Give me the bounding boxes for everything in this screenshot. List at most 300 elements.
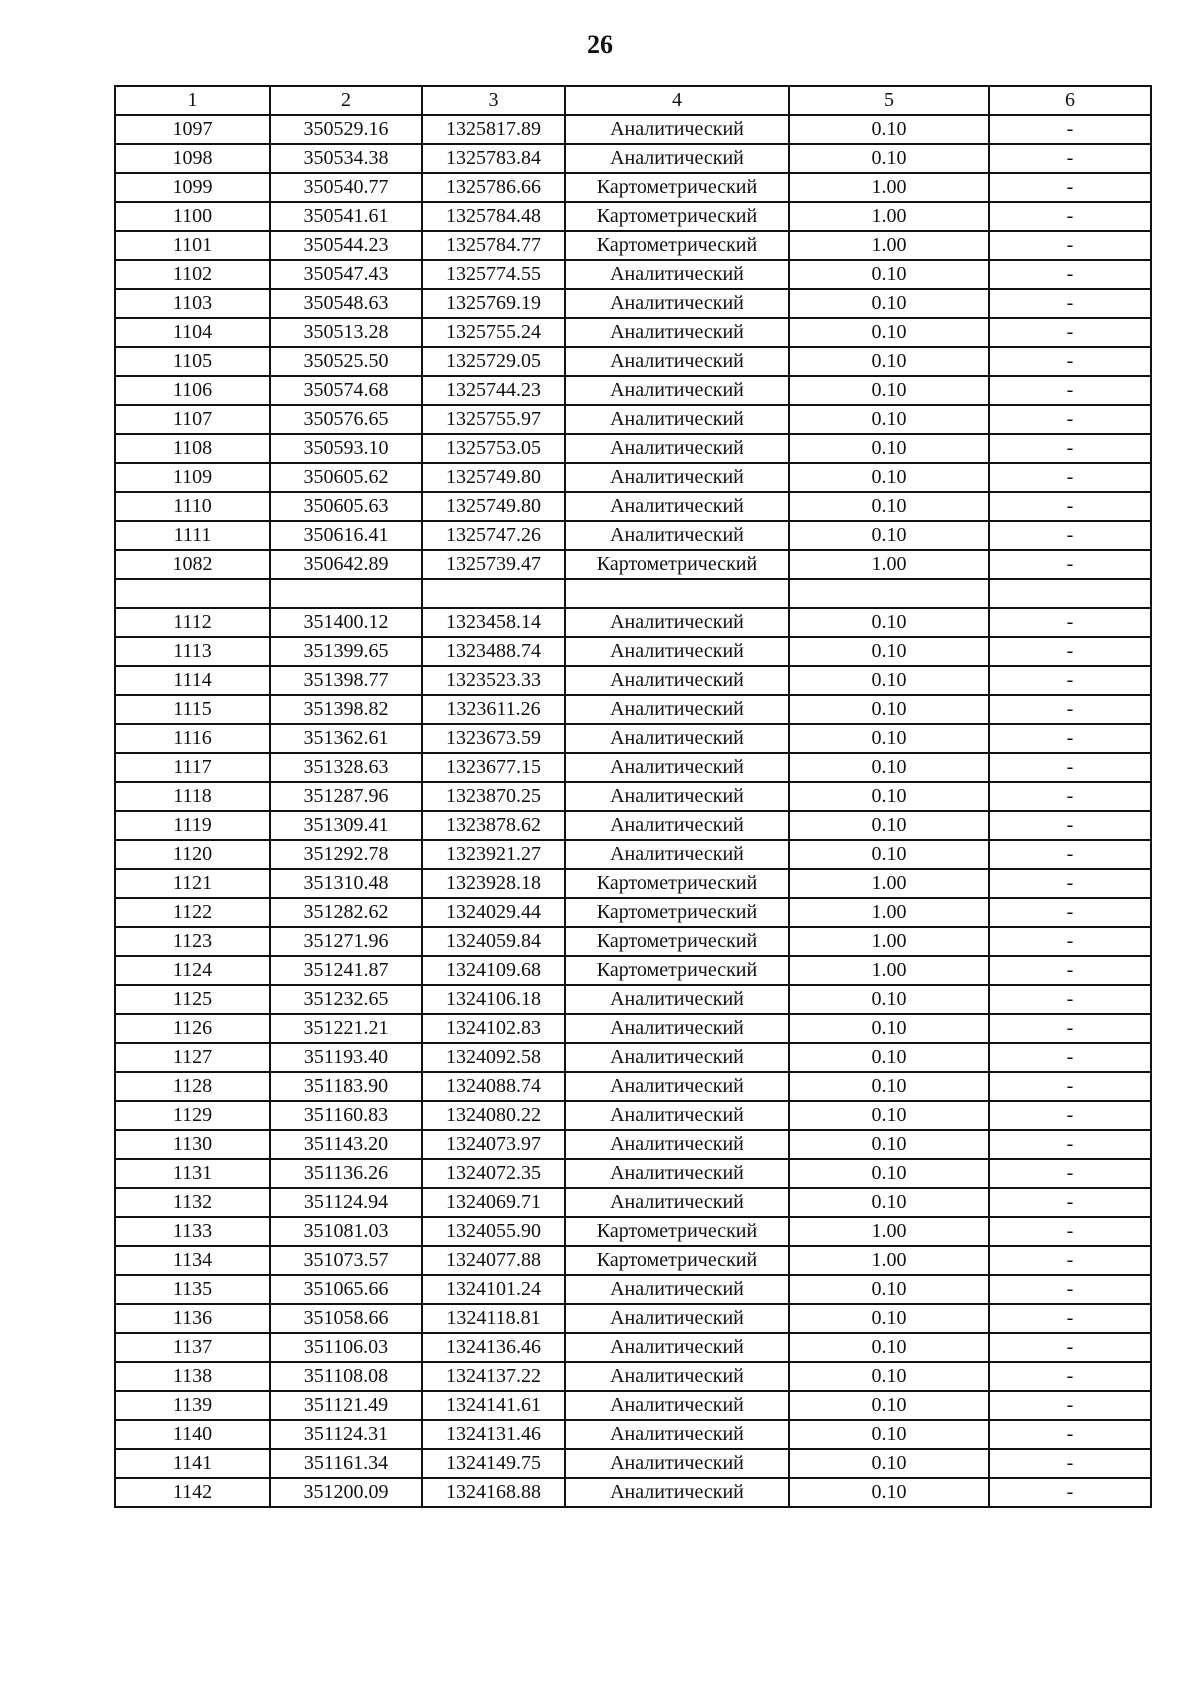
table-row — [115, 927, 1151, 956]
method-cell: Картометрический — [565, 231, 789, 260]
x-coordinate-cell: 351232.65 — [270, 985, 422, 1014]
note-cell: - — [989, 463, 1151, 492]
y-coordinate-cell: 1324141.61 — [422, 1391, 565, 1420]
x-coordinate-cell: 351124.31 — [270, 1420, 422, 1449]
method-cell: Аналитический — [565, 1188, 789, 1217]
table-row — [115, 1391, 1151, 1420]
table-row — [115, 173, 1151, 202]
accuracy-cell: 0.10 — [789, 1188, 989, 1217]
point-number-cell: 1097 — [115, 115, 270, 144]
note-cell: - — [989, 1246, 1151, 1275]
accuracy-cell: 0.10 — [789, 753, 989, 782]
point-number-cell — [115, 579, 270, 608]
accuracy-cell: 0.10 — [789, 347, 989, 376]
point-number-cell: 1108 — [115, 434, 270, 463]
table-row — [115, 318, 1151, 347]
accuracy-cell: 1.00 — [789, 898, 989, 927]
accuracy-cell: 1.00 — [789, 202, 989, 231]
y-coordinate-cell: 1324168.88 — [422, 1478, 565, 1507]
method-cell: Аналитический — [565, 347, 789, 376]
method-cell: Аналитический — [565, 1043, 789, 1072]
point-number-cell: 1117 — [115, 753, 270, 782]
point-number-cell: 1100 — [115, 202, 270, 231]
point-number-cell: 1123 — [115, 927, 270, 956]
point-number-cell: 1105 — [115, 347, 270, 376]
note-cell: - — [989, 289, 1151, 318]
point-number-cell: 1125 — [115, 985, 270, 1014]
note-cell: - — [989, 376, 1151, 405]
column-header-5: 5 — [789, 86, 989, 115]
point-number-cell: 1112 — [115, 608, 270, 637]
accuracy-cell: 0.10 — [789, 1333, 989, 1362]
y-coordinate-cell: 1323878.62 — [422, 811, 565, 840]
y-coordinate-cell: 1324072.35 — [422, 1159, 565, 1188]
x-coordinate-cell: 351108.08 — [270, 1362, 422, 1391]
method-cell: Аналитический — [565, 289, 789, 318]
x-coordinate-cell: 351287.96 — [270, 782, 422, 811]
point-number-cell: 1137 — [115, 1333, 270, 1362]
note-cell: - — [989, 260, 1151, 289]
table-row — [115, 753, 1151, 782]
table-row — [115, 956, 1151, 985]
accuracy-cell: 0.10 — [789, 782, 989, 811]
y-coordinate-cell: 1324069.71 — [422, 1188, 565, 1217]
x-coordinate-cell: 350540.77 — [270, 173, 422, 202]
table-row — [115, 1246, 1151, 1275]
column-header-6: 6 — [989, 86, 1151, 115]
accuracy-cell: 0.10 — [789, 1420, 989, 1449]
note-cell: - — [989, 1362, 1151, 1391]
x-coordinate-cell: 351160.83 — [270, 1101, 422, 1130]
x-coordinate-cell: 351398.82 — [270, 695, 422, 724]
point-number-cell: 1104 — [115, 318, 270, 347]
method-cell: Картометрический — [565, 1246, 789, 1275]
note-cell: - — [989, 231, 1151, 260]
x-coordinate-cell: 351106.03 — [270, 1333, 422, 1362]
y-coordinate-cell: 1323523.33 — [422, 666, 565, 695]
note-cell: - — [989, 782, 1151, 811]
x-coordinate-cell: 350616.41 — [270, 521, 422, 550]
y-coordinate-cell: 1325755.24 — [422, 318, 565, 347]
table-row — [115, 608, 1151, 637]
table-row — [115, 492, 1151, 521]
table-row — [115, 724, 1151, 753]
note-cell: - — [989, 753, 1151, 782]
note-cell: - — [989, 985, 1151, 1014]
table-row — [115, 115, 1151, 144]
point-number-cell: 1139 — [115, 1391, 270, 1420]
y-coordinate-cell: 1324092.58 — [422, 1043, 565, 1072]
point-number-cell: 1109 — [115, 463, 270, 492]
point-number-cell: 1142 — [115, 1478, 270, 1507]
x-coordinate-cell — [270, 579, 422, 608]
method-cell: Аналитический — [565, 811, 789, 840]
y-coordinate-cell: 1325747.26 — [422, 521, 565, 550]
table-row — [115, 289, 1151, 318]
method-cell: Аналитический — [565, 724, 789, 753]
x-coordinate-cell: 350574.68 — [270, 376, 422, 405]
y-coordinate-cell: 1324149.75 — [422, 1449, 565, 1478]
table-row — [115, 1217, 1151, 1246]
method-cell: Картометрический — [565, 173, 789, 202]
note-cell: - — [989, 1101, 1151, 1130]
table-row — [115, 1362, 1151, 1391]
x-coordinate-cell: 350541.61 — [270, 202, 422, 231]
accuracy-cell: 0.10 — [789, 463, 989, 492]
y-coordinate-cell: 1324059.84 — [422, 927, 565, 956]
point-number-cell: 1132 — [115, 1188, 270, 1217]
y-coordinate-cell: 1324131.46 — [422, 1420, 565, 1449]
method-cell: Аналитический — [565, 1449, 789, 1478]
y-coordinate-cell: 1325744.23 — [422, 376, 565, 405]
x-coordinate-cell: 350534.38 — [270, 144, 422, 173]
y-coordinate-cell: 1324029.44 — [422, 898, 565, 927]
accuracy-cell: 0.10 — [789, 115, 989, 144]
point-number-cell: 1124 — [115, 956, 270, 985]
point-number-cell: 1119 — [115, 811, 270, 840]
accuracy-cell: 0.10 — [789, 666, 989, 695]
note-cell: - — [989, 1217, 1151, 1246]
x-coordinate-cell: 351328.63 — [270, 753, 422, 782]
accuracy-cell: 0.10 — [789, 405, 989, 434]
accuracy-cell: 0.10 — [789, 1478, 989, 1507]
table-row — [115, 376, 1151, 405]
accuracy-cell: 0.10 — [789, 260, 989, 289]
method-cell: Аналитический — [565, 695, 789, 724]
note-cell: - — [989, 840, 1151, 869]
table-row — [115, 550, 1151, 579]
method-cell: Аналитический — [565, 753, 789, 782]
point-number-cell: 1129 — [115, 1101, 270, 1130]
note-cell: - — [989, 927, 1151, 956]
x-coordinate-cell: 351183.90 — [270, 1072, 422, 1101]
y-coordinate-cell: 1324080.22 — [422, 1101, 565, 1130]
table-row — [115, 811, 1151, 840]
x-coordinate-cell: 351200.09 — [270, 1478, 422, 1507]
table-row — [115, 898, 1151, 927]
note-cell: - — [989, 608, 1151, 637]
x-coordinate-cell: 351309.41 — [270, 811, 422, 840]
table-row — [115, 434, 1151, 463]
accuracy-cell: 0.10 — [789, 1391, 989, 1420]
method-cell: Аналитический — [565, 463, 789, 492]
accuracy-cell: 1.00 — [789, 550, 989, 579]
method-cell: Аналитический — [565, 1014, 789, 1043]
x-coordinate-cell: 350593.10 — [270, 434, 422, 463]
accuracy-cell: 0.10 — [789, 376, 989, 405]
x-coordinate-cell: 351058.66 — [270, 1304, 422, 1333]
note-cell: - — [989, 347, 1151, 376]
point-number-cell: 1098 — [115, 144, 270, 173]
coordinates-table — [114, 85, 1152, 1508]
method-cell: Аналитический — [565, 985, 789, 1014]
note-cell: - — [989, 637, 1151, 666]
x-coordinate-cell: 351073.57 — [270, 1246, 422, 1275]
table-row — [115, 260, 1151, 289]
y-coordinate-cell: 1325729.05 — [422, 347, 565, 376]
table-row — [115, 347, 1151, 376]
table-row — [115, 202, 1151, 231]
y-coordinate-cell — [422, 579, 565, 608]
y-coordinate-cell: 1325786.66 — [422, 173, 565, 202]
accuracy-cell: 0.10 — [789, 811, 989, 840]
note-cell: - — [989, 1478, 1151, 1507]
x-coordinate-cell: 351241.87 — [270, 956, 422, 985]
point-number-cell: 1113 — [115, 637, 270, 666]
accuracy-cell: 0.10 — [789, 1130, 989, 1159]
point-number-cell: 1111 — [115, 521, 270, 550]
accuracy-cell — [789, 579, 989, 608]
point-number-cell: 1102 — [115, 260, 270, 289]
table-row — [115, 405, 1151, 434]
y-coordinate-cell: 1324088.74 — [422, 1072, 565, 1101]
table-row — [115, 1449, 1151, 1478]
x-coordinate-cell: 351081.03 — [270, 1217, 422, 1246]
y-coordinate-cell: 1324109.68 — [422, 956, 565, 985]
accuracy-cell: 0.10 — [789, 840, 989, 869]
accuracy-cell: 0.10 — [789, 1072, 989, 1101]
y-coordinate-cell: 1323488.74 — [422, 637, 565, 666]
table-row — [115, 637, 1151, 666]
point-number-cell: 1127 — [115, 1043, 270, 1072]
note-cell: - — [989, 869, 1151, 898]
accuracy-cell: 0.10 — [789, 318, 989, 347]
method-cell: Аналитический — [565, 1304, 789, 1333]
method-cell: Аналитический — [565, 840, 789, 869]
y-coordinate-cell: 1323921.27 — [422, 840, 565, 869]
table-row — [115, 521, 1151, 550]
y-coordinate-cell: 1324136.46 — [422, 1333, 565, 1362]
note-cell: - — [989, 1014, 1151, 1043]
method-cell: Аналитический — [565, 608, 789, 637]
method-cell: Аналитический — [565, 1391, 789, 1420]
accuracy-cell: 1.00 — [789, 231, 989, 260]
note-cell: - — [989, 1304, 1151, 1333]
method-cell: Аналитический — [565, 1275, 789, 1304]
note-cell: - — [989, 521, 1151, 550]
point-number-cell: 1140 — [115, 1420, 270, 1449]
column-header-2: 2 — [270, 86, 422, 115]
column-header-3: 3 — [422, 86, 565, 115]
accuracy-cell: 0.10 — [789, 521, 989, 550]
point-number-cell: 1126 — [115, 1014, 270, 1043]
note-cell: - — [989, 144, 1151, 173]
note-cell: - — [989, 1449, 1151, 1478]
x-coordinate-cell: 351400.12 — [270, 608, 422, 637]
accuracy-cell: 0.10 — [789, 434, 989, 463]
x-coordinate-cell: 351124.94 — [270, 1188, 422, 1217]
x-coordinate-cell: 351193.40 — [270, 1043, 422, 1072]
point-number-cell: 1131 — [115, 1159, 270, 1188]
point-number-cell: 1138 — [115, 1362, 270, 1391]
y-coordinate-cell: 1325769.19 — [422, 289, 565, 318]
table-row — [115, 463, 1151, 492]
x-coordinate-cell: 351362.61 — [270, 724, 422, 753]
point-number-cell: 1116 — [115, 724, 270, 753]
method-cell: Картометрический — [565, 927, 789, 956]
table-row — [115, 1014, 1151, 1043]
y-coordinate-cell: 1323870.25 — [422, 782, 565, 811]
x-coordinate-cell: 351399.65 — [270, 637, 422, 666]
method-cell: Картометрический — [565, 202, 789, 231]
table-row — [115, 782, 1151, 811]
y-coordinate-cell: 1324106.18 — [422, 985, 565, 1014]
method-cell — [565, 579, 789, 608]
note-cell: - — [989, 898, 1151, 927]
accuracy-cell: 0.10 — [789, 1014, 989, 1043]
table-row — [115, 985, 1151, 1014]
y-coordinate-cell: 1325784.48 — [422, 202, 565, 231]
table-row — [115, 1043, 1151, 1072]
x-coordinate-cell: 350513.28 — [270, 318, 422, 347]
point-number-cell: 1136 — [115, 1304, 270, 1333]
accuracy-cell: 0.10 — [789, 144, 989, 173]
point-number-cell: 1118 — [115, 782, 270, 811]
method-cell: Аналитический — [565, 115, 789, 144]
accuracy-cell: 0.10 — [789, 1304, 989, 1333]
note-cell: - — [989, 1333, 1151, 1362]
method-cell: Аналитический — [565, 1420, 789, 1449]
accuracy-cell: 1.00 — [789, 1246, 989, 1275]
table-row — [115, 666, 1151, 695]
table-row — [115, 231, 1151, 260]
table-row — [115, 1159, 1151, 1188]
accuracy-cell: 0.10 — [789, 695, 989, 724]
y-coordinate-cell: 1324055.90 — [422, 1217, 565, 1246]
y-coordinate-cell: 1325739.47 — [422, 550, 565, 579]
table-row — [115, 695, 1151, 724]
point-number-cell: 1128 — [115, 1072, 270, 1101]
page-number: 26 — [587, 30, 613, 59]
x-coordinate-cell: 351271.96 — [270, 927, 422, 956]
table-row — [115, 1420, 1151, 1449]
y-coordinate-cell: 1323611.26 — [422, 695, 565, 724]
note-cell: - — [989, 695, 1151, 724]
note-cell: - — [989, 1275, 1151, 1304]
note-cell: - — [989, 202, 1151, 231]
method-cell: Картометрический — [565, 898, 789, 927]
method-cell: Аналитический — [565, 1478, 789, 1507]
accuracy-cell: 0.10 — [789, 1101, 989, 1130]
y-coordinate-cell: 1325749.80 — [422, 463, 565, 492]
column-header-4: 4 — [565, 86, 789, 115]
header-row — [115, 86, 1151, 115]
x-coordinate-cell: 351161.34 — [270, 1449, 422, 1478]
point-number-cell: 1114 — [115, 666, 270, 695]
point-number-cell: 1101 — [115, 231, 270, 260]
accuracy-cell: 0.10 — [789, 492, 989, 521]
accuracy-cell: 0.10 — [789, 289, 989, 318]
x-coordinate-cell: 351221.21 — [270, 1014, 422, 1043]
method-cell: Аналитический — [565, 405, 789, 434]
method-cell: Аналитический — [565, 1130, 789, 1159]
y-coordinate-cell: 1323673.59 — [422, 724, 565, 753]
note-cell: - — [989, 1130, 1151, 1159]
y-coordinate-cell: 1324073.97 — [422, 1130, 565, 1159]
point-number-cell: 1110 — [115, 492, 270, 521]
y-coordinate-cell: 1324118.81 — [422, 1304, 565, 1333]
accuracy-cell: 0.10 — [789, 985, 989, 1014]
method-cell: Аналитический — [565, 521, 789, 550]
y-coordinate-cell: 1325755.97 — [422, 405, 565, 434]
table-row — [115, 1130, 1151, 1159]
point-number-cell: 1106 — [115, 376, 270, 405]
accuracy-cell: 0.10 — [789, 608, 989, 637]
table-row — [115, 1072, 1151, 1101]
point-number-cell: 1107 — [115, 405, 270, 434]
method-cell: Аналитический — [565, 782, 789, 811]
table-row — [115, 840, 1151, 869]
point-number-cell: 1082 — [115, 550, 270, 579]
method-cell: Аналитический — [565, 1159, 789, 1188]
x-coordinate-cell: 350544.23 — [270, 231, 422, 260]
x-coordinate-cell: 351310.48 — [270, 869, 422, 898]
method-cell: Аналитический — [565, 434, 789, 463]
point-number-cell: 1103 — [115, 289, 270, 318]
x-coordinate-cell: 350642.89 — [270, 550, 422, 579]
note-cell: - — [989, 1159, 1151, 1188]
note-cell: - — [989, 115, 1151, 144]
method-cell: Аналитический — [565, 144, 789, 173]
y-coordinate-cell: 1323677.15 — [422, 753, 565, 782]
accuracy-cell: 0.10 — [789, 1449, 989, 1478]
accuracy-cell: 0.10 — [789, 1043, 989, 1072]
x-coordinate-cell: 351292.78 — [270, 840, 422, 869]
accuracy-cell: 0.10 — [789, 1275, 989, 1304]
note-cell: - — [989, 173, 1151, 202]
y-coordinate-cell: 1324077.88 — [422, 1246, 565, 1275]
x-coordinate-cell: 351282.62 — [270, 898, 422, 927]
method-cell: Аналитический — [565, 666, 789, 695]
x-coordinate-cell: 350576.65 — [270, 405, 422, 434]
note-cell: - — [989, 492, 1151, 521]
accuracy-cell: 1.00 — [789, 869, 989, 898]
table-row — [115, 869, 1151, 898]
point-number-cell: 1099 — [115, 173, 270, 202]
table-row — [115, 1333, 1151, 1362]
y-coordinate-cell: 1325753.05 — [422, 434, 565, 463]
table-row — [115, 1478, 1151, 1507]
point-number-cell: 1122 — [115, 898, 270, 927]
note-cell: - — [989, 724, 1151, 753]
point-number-cell: 1135 — [115, 1275, 270, 1304]
accuracy-cell: 1.00 — [789, 927, 989, 956]
note-cell: - — [989, 1188, 1151, 1217]
x-coordinate-cell: 351143.20 — [270, 1130, 422, 1159]
table-row — [115, 1101, 1151, 1130]
y-coordinate-cell: 1325783.84 — [422, 144, 565, 173]
method-cell: Картометрический — [565, 550, 789, 579]
method-cell: Аналитический — [565, 1072, 789, 1101]
note-cell: - — [989, 318, 1151, 347]
point-number-cell: 1130 — [115, 1130, 270, 1159]
accuracy-cell: 0.10 — [789, 1159, 989, 1188]
x-coordinate-cell: 351065.66 — [270, 1275, 422, 1304]
table-row — [115, 1304, 1151, 1333]
y-coordinate-cell: 1325749.80 — [422, 492, 565, 521]
note-cell — [989, 579, 1151, 608]
method-cell: Аналитический — [565, 260, 789, 289]
note-cell: - — [989, 1072, 1151, 1101]
y-coordinate-cell: 1324101.24 — [422, 1275, 565, 1304]
method-cell: Аналитический — [565, 1333, 789, 1362]
note-cell: - — [989, 1420, 1151, 1449]
accuracy-cell: 0.10 — [789, 637, 989, 666]
accuracy-cell: 1.00 — [789, 1217, 989, 1246]
accuracy-cell: 1.00 — [789, 956, 989, 985]
x-coordinate-cell: 351136.26 — [270, 1159, 422, 1188]
x-coordinate-cell: 350547.43 — [270, 260, 422, 289]
